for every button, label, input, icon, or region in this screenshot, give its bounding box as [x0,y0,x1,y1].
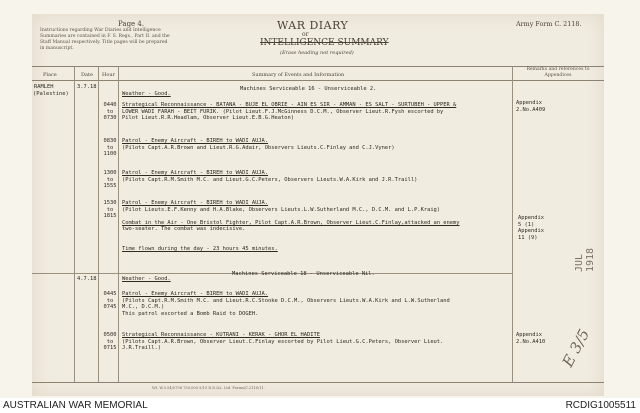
machines-serviceable: Machines Serviceable 16 - Unserviceable 2. [240,86,377,92]
date-first: 3.7.18 [77,84,97,90]
army-form-number: Army Form C. 2118. [516,20,582,28]
col-header-date: Date [81,72,93,78]
page-number: Page 4. [118,20,145,28]
time-flown: Time flown during the day - 23 hours 45 minutes. [122,246,278,252]
col-header-hour: Hour [102,72,115,78]
page-title: WAR DIARY [277,19,349,32]
column-rule-date [98,66,99,382]
weather-heading: Weather - Good. [122,276,171,282]
col-header-summary: Summary of Events and Information [252,72,345,78]
entry-hour: 0445 to 0745 [103,291,117,311]
instructions-text: Instructions regarding War Diaries and Intelligence Summaries are contained in F. S. Regs., Part II. and the Staff Manual respectively. Title pages will be prepared in manuscript. [40,28,170,51]
entry-summary: Patrol - Enemy Aircraft - BIREH to WADI AUJA. (Pilot Lieuts.E.F.Kenny and H.A.Blake, Observers Lieuts.L.W.Sutherland M.C., D.C.M. and L.P.Kraig) Combat in the Air - One Bristol Fighter, Pilot Capt.A.R.Brown, Observer Lieut.C.Finlay,attacked an enemy two-seater. The combat was indecisive. [122,200,460,233]
appendix-reference: Appendix 2.No.A410 [516,332,546,345]
column-rule-place [74,66,75,382]
handwritten-note: E 3/5 [558,326,594,370]
struck-subtitle: INTELLIGENCE SUMMARY [260,38,389,48]
column-rule-hour [118,66,119,382]
weather-heading: Weather - Good. [122,91,171,97]
war-diary-page [32,14,604,396]
entry-hour: 1300 to 1555 [103,170,117,190]
entry-hour: 1530 to 1815 [103,200,117,220]
entry-summary: Strategical Reconnaissance - KUTRANI - KERAK - GHOR EL HADITE (Pilots Capt.A.R.Brown, Observer Lieut.C.Finlay escorted by Pilot Lieut.G.C.Peters, Observer Lieut. J.R.Traill.) [122,332,444,352]
archive-name: AUSTRALIAN WAR MEMORIAL [3,400,148,411]
receipt-stamp: JUL 1918 [574,247,596,272]
archive-footer [0,398,640,413]
column-rule-summary [512,66,513,382]
title-or: or [302,31,309,38]
record-id: RCDIG1005511 [565,400,636,411]
entry-summary: Patrol - Enemy Aircraft - BIREH to WADI AUJA. (Pilots Capt.R.M.Smith M.C. and Lieut.R.C.Stooke D.C.M., Observers Lieuts.W.A.Kirk and L.W.Sutherland M.C., D.C.M.) This patrol escorted a Bomb Raid to DOGEH. [122,291,450,317]
entry-summary: Patrol - Enemy Aircraft - BIREH to WADI AUJA. (Pilots Capt.A.R.Brown and Lieut.R.G.Adair, Observers Lieuts.C.Finlay and C.J.Vyner) [122,138,395,151]
date-second: 4.7.18 [77,276,97,282]
place-region: (Palestine) [33,91,69,97]
entry-summary: Strategical Reconnaissance - BATANA - BUJE EL OBRIE - AIN ES SIR - AMMAN - ES SALT - SURTUBEH - UPPER & LOWER WADI FARAH - BEIT FURIK. (Pilot Lieut.F.J.McGinness D.C.M., Observer Lieut.R.Fysh escorted by Pilot Lieut.R.R.Headlam, Observer Lieut.E.B.G.Heaton) [122,102,457,122]
col-header-remarks: Remarks and references to Appendices [526,67,590,78]
machines-serviceable: Machines Serviceable 18 - Unserviceable Nil. [232,271,375,277]
entry-summary: Patrol - Enemy Aircraft - BIREH to WADI AUJA. (Pilots Capt.R.M.Smith M.C. and Lieut.G.C.Peters, Observers Lieuts.W.A.Kirk and J.R.Traill) [122,170,418,183]
appendix-reference: Appendix 2.No.A409 [516,100,546,113]
entry-hour: 0500 to 0715 [103,332,117,352]
place-name: RAMLEH [34,84,54,90]
printer-imprint: Wt. W.3.54/0798 750,000 5/15 D.D.&L. Ltd. Forms/C.2118/11. [152,386,265,390]
appendix-reference: Appendix 5 (1) Appendix 11 (9) [518,215,544,241]
entry-hour: 0830 to 1100 [103,138,117,158]
col-header-place: Place [43,72,57,78]
entry-hour: 0440 to 0730 [103,102,117,122]
erase-note: (Erase heading not required) [280,50,354,56]
table-bottom-rule [32,382,604,383]
